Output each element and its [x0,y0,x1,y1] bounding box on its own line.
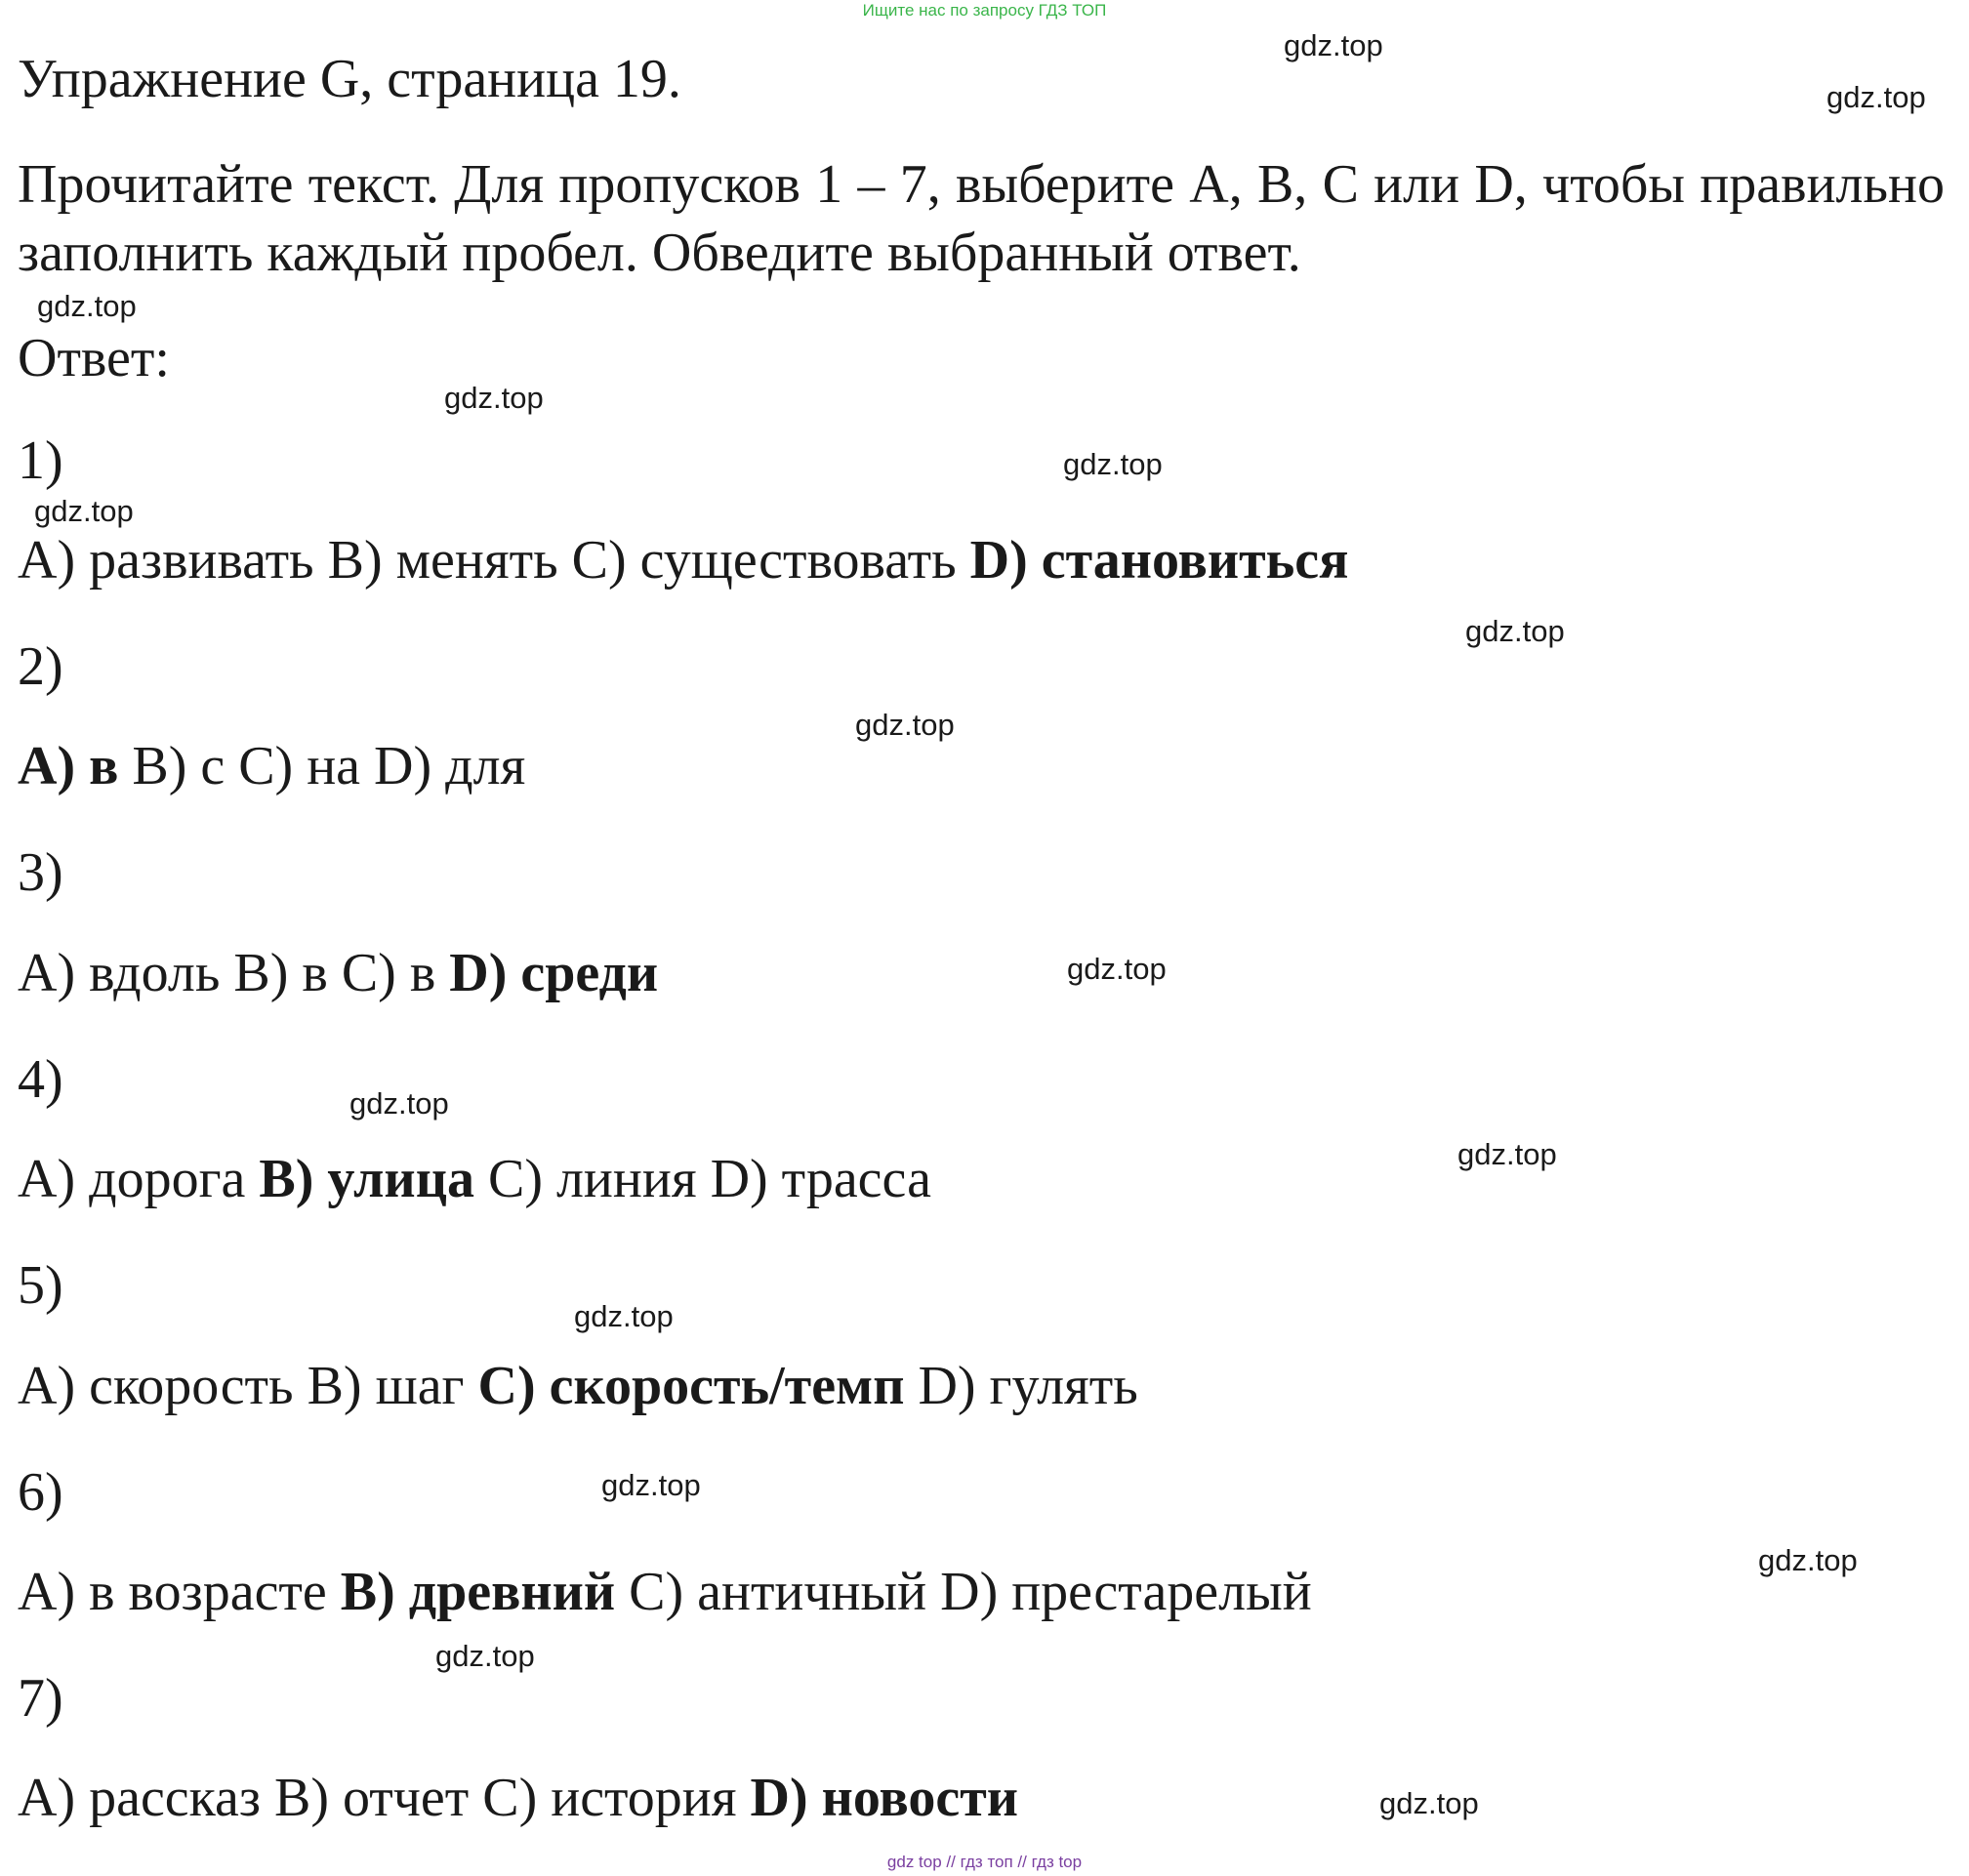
question-7-option-b: B) отчет [274,1768,470,1828]
footer-watermark: gdz top // гдз топ // гдз top [886,1853,1083,1871]
question-6-options [18,1560,1312,1624]
question-5-option-c: C) скорость/темп [477,1356,905,1416]
question-2-options [18,734,525,798]
watermark: gdz.top [855,708,955,742]
watermark: gdz.top [349,1086,449,1121]
question-7-number: 7) [18,1668,63,1729]
question-6-option-c: C) античный [629,1562,927,1622]
question-3-options [18,941,658,1005]
instruction-text: Прочитайте текст. Для пропусков 1 – 7, выберите A, B, C или D, чтобы правильно заполнить каждый пробел. Обведите выбранный ответ. [18,154,1945,283]
question-2-option-b: B) с [132,736,226,796]
watermark: gdz.top [435,1639,535,1673]
question-6-option-d: D) престарелый [940,1562,1312,1622]
question-5-number: 5) [18,1255,63,1316]
watermark: gdz.top [1067,952,1167,986]
question-1-option-d: D) становиться [969,530,1349,591]
question-1-number: 1) [18,430,63,491]
question-3-number: 3) [18,842,63,903]
question-7-options [18,1766,1018,1830]
question-3-option-d: D) среди [449,943,659,1003]
watermark: gdz.top [1379,1786,1479,1820]
question-5-option-a: A) скорость [18,1356,294,1416]
question-1-options [18,528,1348,592]
question-4-number: 4) [18,1049,63,1110]
question-4-option-a: A) дорога [18,1149,246,1209]
question-5-option-d: D) гулять [918,1356,1138,1416]
watermark: gdz.top [1284,28,1383,62]
question-6-option-b: B) древний [340,1562,616,1622]
question-1-option-c: C) существовать [571,530,957,591]
watermark: gdz.top [444,381,544,415]
page-title: Упражнение G, страница 19. [18,49,681,109]
question-7-option-a: A) рассказ [18,1768,261,1828]
watermark: gdz.top [1457,1137,1557,1171]
top-banner: Ищите нас по запросу ГДЗ ТОП [862,1,1107,20]
watermark: gdz.top [37,289,137,323]
watermark: gdz.top [1465,614,1565,648]
answer-label: Ответ: [18,328,170,388]
question-3-option-c: C) в [341,943,436,1003]
watermark: gdz.top [34,494,134,528]
question-2-option-c: C) на [238,736,361,796]
question-7-option-c: C) история [482,1768,737,1828]
question-1-option-b: B) менять [327,530,558,591]
watermark: gdz.top [1063,447,1163,481]
question-3-option-b: B) в [233,943,328,1003]
question-2-option-d: D) для [374,736,526,796]
question-4-option-b: B) улица [259,1149,474,1209]
watermark: gdz.top [574,1299,674,1333]
question-2-number: 2) [18,636,63,697]
question-7-option-d: D) новости [750,1768,1018,1828]
watermark: gdz.top [601,1468,701,1502]
question-6-number: 6) [18,1462,63,1523]
watermark: gdz.top [1826,80,1926,114]
question-6-option-a: A) в возрасте [18,1562,327,1622]
watermark: gdz.top [1758,1543,1858,1577]
question-4-options [18,1147,931,1211]
question-1-option-a: A) развивать [18,530,314,591]
question-3-option-a: A) вдоль [18,943,221,1003]
question-2-option-a: A) в [18,736,119,796]
question-4-option-c: C) линия [487,1149,697,1209]
question-5-option-b: B) шаг [307,1356,465,1416]
question-5-options [18,1354,1138,1418]
question-4-option-d: D) трасса [710,1149,931,1209]
